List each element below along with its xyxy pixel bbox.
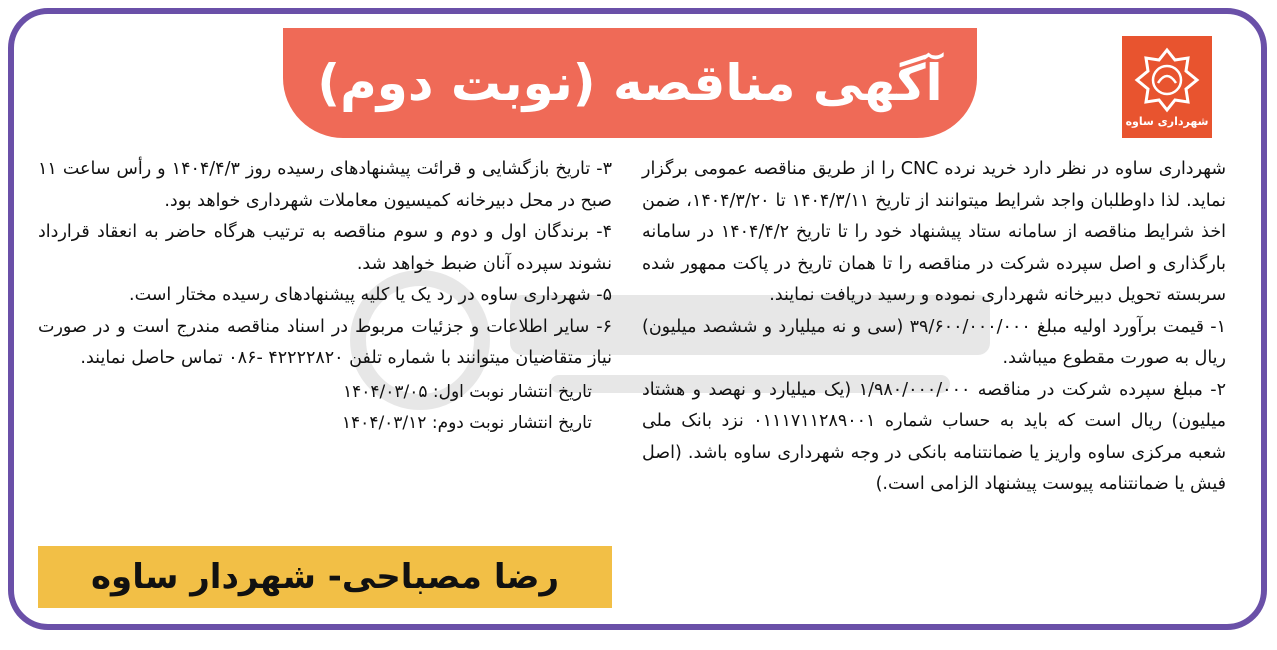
title-banner [283,28,977,138]
left-column [38,154,612,439]
item-4: ۴- برندگان اول و دوم و سوم مناقصه به ترتیب هرگاه حاضر به انعقاد قرارداد نشوند سپرده آنان ضبط خواهد شد. [38,222,612,274]
item-5: ۵- شهرداری ساوه در رد یک یا کلیه پیشنهادهای رسیده مختار است. [129,285,612,305]
item-3: ۳- تاریخ بازگشایی و قرائت پیشنهادهای رسیده روز ۱۴۰۴/۴/۳ و رأس ساعت ۱۱ صبح در محل دبیرخانه کمیسیون معاملات شهرداری خواهد بود. [38,159,612,211]
item-1: ۱- قیمت برآورد اولیه مبلغ ۳۹/۶۰۰/۰۰۰/۰۰۰ (سی و نه میلیارد و ششصد میلیون) ریال به صورت مقطوع میباشد. [642,316,1226,368]
item-6: ۶- سایر اطلاعات و جزئیات مربوط در اسناد مناقصه مندرج است و در صورت نیاز متقاضیان میتوانند با شماره تلفن ۴۲۲۲۲۸۲۰ -۰۸۶ تماس حاصل نمایند. [38,316,612,368]
ad-title: آگهی مناقصه (نوبت دوم) [317,54,943,112]
right-column [642,154,1226,501]
intro-paragraph: شهرداری ساوه در نظر دارد خرید نرده CNC را از طریق مناقصه عمومی برگزار نماید. لذا داوطلبان واجد شرایط میتوانند از تاریخ ۱۴۰۴/۳/۱۱ تا ۱۴۰۴/۳/۲۰، ضمن اخذ شرایط مناقصه از سامانه ستاد پیشنهاد خود را تا تاریخ ۱۴۰۴/۴/۲ در سامانه بارگذاری و اصل سپرده شرکت در مناقصه را تا همان تاریخ در پاکت ممهور شده سربسته تحویل دبیرخانه شهرداری نموده و رسید دریافت نمایند. [642,159,1227,305]
municipality-logo [1122,36,1212,138]
municipality-logo-icon [1134,47,1200,113]
logo-caption: شهرداری ساوه [1125,114,1209,128]
publication-date-first: تاریخ انتشار نوبت اول: ۱۴۰۴/۰۳/۰۵ [342,381,592,402]
item-2: ۲- مبلغ سپرده شرکت در مناقصه ۱/۹۸۰/۰۰۰/۰۰۰ (یک میلیارد و نهصد و هشتاد میلیون) ریال است که باید به حساب شماره ۰۱۱۱۷۱۱۲۸۹۰۰۱ نزد بانک ملی شعبه مرکزی ساوه واریز یا ضمانتنامه بانکی در وجه شهرداری ساوه باشد. (اصل فیش یا ضمانتنامه پیوست پیشنهاد الزامی است.) [642,379,1226,494]
signature-banner [38,546,612,608]
publication-date-second: تاریخ انتشار نوبت دوم: ۱۴۰۴/۰۳/۱۲ [341,412,592,433]
signature-text: رضا مصباحی- شهردار ساوه [90,557,560,597]
publication-dates [38,377,612,439]
